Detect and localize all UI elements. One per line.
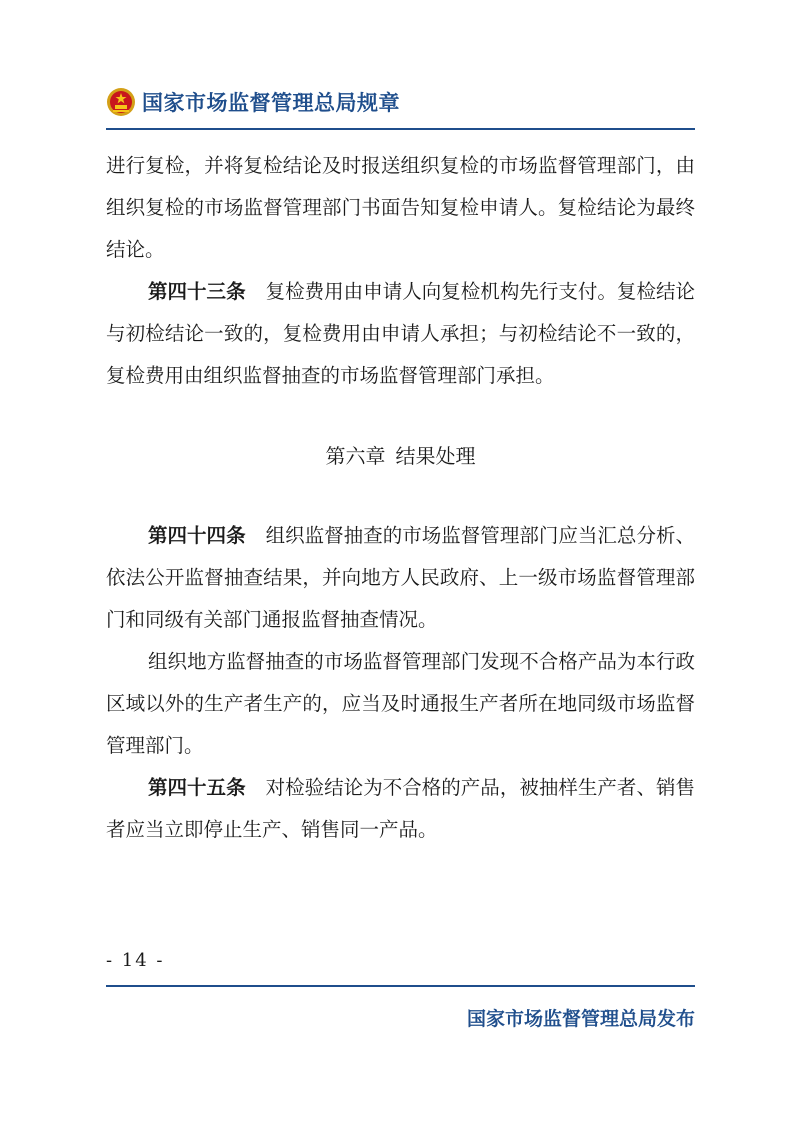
paragraph-continued: 进行复检，并将复检结论及时报送组织复检的市场监督管理部门，由组织复检的市场监督管理部门书面告知复检申请人。复检结论为最终结论。 xyxy=(106,154,695,261)
chapter-number: 第六章 xyxy=(325,444,386,468)
article-label: 第四十四条 xyxy=(148,524,246,547)
article-44-paragraph-2: 组织地方监督抽查的市场监督管理部门发现不合格产品为本行政区域以外的生产者生产的，应当及时通报生产者所在地同级市场监督管理部门。 xyxy=(106,650,695,757)
chapter-title: 结果处理 xyxy=(395,444,476,468)
article-text: 复检费用由申请人向复检机构先行支付。复检结论与初检结论一致的，复检费用由申请人承担；与初检结论不一致的，复检费用由组织监督抽查的市场监督管理部门承担。 xyxy=(106,280,695,387)
article-text: 对检验结论为不合格的产品，被抽样生产者、销售者应当立即停止生产、销售同一产品。 xyxy=(106,776,695,841)
footer-divider xyxy=(106,985,695,987)
chapter-heading xyxy=(106,435,695,477)
article-45 xyxy=(106,767,695,851)
article-44 xyxy=(106,515,695,641)
header-title: 国家市场监督管理总局规章 xyxy=(142,91,400,115)
article-43 xyxy=(106,271,695,397)
national-emblem-icon xyxy=(106,87,136,117)
page-number: - 14 - xyxy=(106,950,165,971)
publisher-footer: 国家市场监督管理总局发布 xyxy=(466,1008,695,1030)
document-body xyxy=(106,145,695,851)
article-label: 第四十五条 xyxy=(148,776,246,799)
article-text: 组织监督抽查的市场监督管理部门应当汇总分析、依法公开监督抽查结果，并向地方人民政府、上一级市场监督管理部门和同级有关部门通报监督抽查情况。 xyxy=(106,524,695,631)
page-header xyxy=(106,84,400,120)
article-label: 第四十三条 xyxy=(148,280,246,303)
header-divider xyxy=(106,128,695,130)
